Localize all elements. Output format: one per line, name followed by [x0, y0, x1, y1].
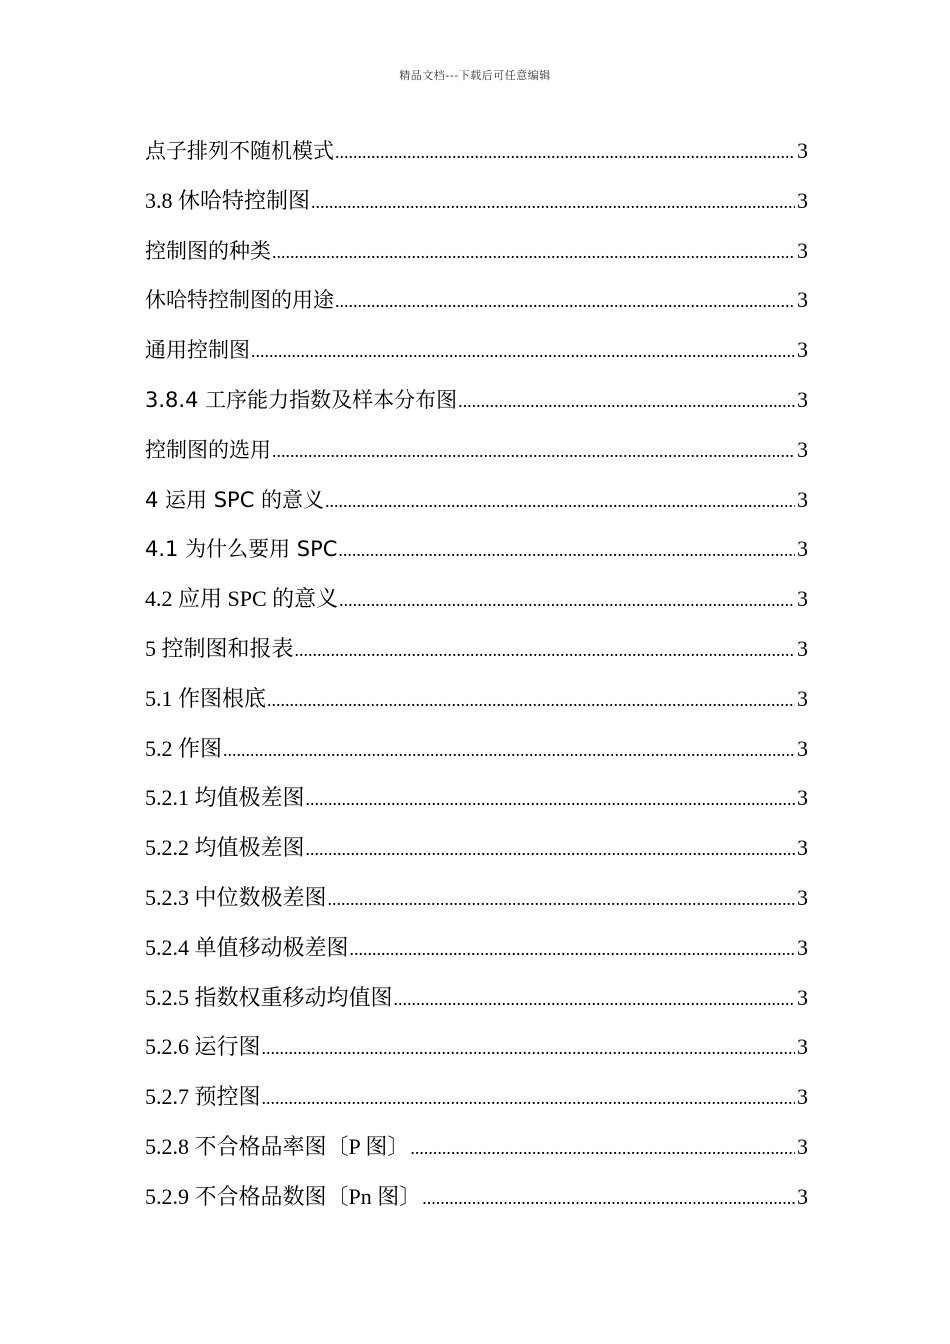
toc-dot-leader [350, 925, 795, 975]
toc-dot-leader [306, 775, 795, 825]
toc-entry-page: 3 [797, 1133, 808, 1159]
toc-entry-page: 3 [797, 187, 808, 213]
toc-dot-leader [410, 1124, 795, 1174]
toc-entry[interactable] [145, 126, 808, 176]
toc-entry-page: 3 [797, 785, 808, 811]
toc-dot-leader [223, 726, 795, 776]
toc-entry-title: 4.1 为什么要用 SPC [145, 537, 338, 562]
toc-entry-title: 通用控制图 [145, 338, 250, 363]
toc-dot-leader [338, 526, 795, 576]
toc-dot-leader [339, 576, 795, 626]
toc-dot-leader [272, 427, 795, 477]
toc-entry[interactable] [145, 773, 808, 823]
toc-entry-page: 3 [797, 1183, 808, 1209]
toc-entry-title: 5.1 作图根底 [145, 685, 267, 711]
toc-entry-page: 3 [797, 337, 808, 363]
toc-entry-page: 3 [797, 635, 808, 661]
toc-entry[interactable] [145, 923, 808, 973]
toc-entry-title: 5.2.1 均值极差图 [145, 785, 305, 811]
toc-entry[interactable] [145, 375, 808, 425]
toc-entry-title: 点子排列不随机模式 [145, 139, 334, 163]
toc-entry-title: 3.8 休哈特控制图 [145, 187, 311, 213]
toc-entry[interactable] [145, 275, 808, 325]
toc-entry-title: 3.8.4 工序能力指数及样本分布图 [145, 387, 458, 412]
toc-dot-leader [272, 228, 795, 278]
toc-entry[interactable] [145, 674, 808, 724]
toc-entry-title: 5.2.7 预控图 [145, 1084, 261, 1110]
toc-entry[interactable] [145, 425, 808, 475]
toc-entry-page: 3 [797, 536, 808, 562]
toc-entry-page: 3 [797, 386, 808, 412]
toc-entry[interactable] [145, 475, 808, 525]
toc-dot-leader [251, 327, 795, 377]
toc-entry-title: 休哈特控制图的用途 [145, 288, 334, 313]
toc-entry[interactable] [145, 226, 808, 276]
toc-dot-leader [328, 875, 795, 925]
toc-entry-title: 控制图的选用 [145, 437, 271, 462]
toc-dot-leader [267, 676, 795, 726]
toc-entry-page: 3 [797, 436, 808, 462]
toc-entry-title: 5.2.2 均值极差图 [145, 835, 305, 861]
toc-dot-leader [325, 477, 795, 527]
toc-entry[interactable] [145, 524, 808, 574]
toc-entry-page: 3 [797, 1034, 808, 1060]
toc-entry-title: 4.2 应用 SPC 的意义 [145, 586, 339, 612]
table-of-contents [145, 126, 808, 1222]
toc-dot-leader [262, 1074, 795, 1124]
toc-entry-page: 3 [797, 835, 808, 861]
toc-dot-leader [458, 377, 795, 427]
toc-entry-title: 5.2.9 不合格品数图〔Pn 图〕 [145, 1183, 422, 1209]
toc-dot-leader [335, 277, 795, 327]
toc-dot-leader [262, 1024, 795, 1074]
toc-entry-title: 4 运用 SPC 的意义 [145, 487, 325, 512]
toc-entry-page: 3 [797, 486, 808, 512]
toc-entry-title: 5.2.6 运行图 [145, 1034, 261, 1060]
toc-entry[interactable] [145, 724, 808, 774]
toc-entry-title: 5.2.5 指数权重移动均值图 [145, 984, 393, 1010]
toc-entry-title: 5 控制图和报表 [145, 635, 294, 661]
toc-entry-title: 5.2.8 不合格品率图〔P 图〕 [145, 1133, 410, 1159]
toc-entry[interactable] [145, 1022, 808, 1072]
toc-entry-page: 3 [797, 884, 808, 910]
toc-entry-page: 3 [797, 984, 808, 1010]
toc-entry[interactable] [145, 574, 808, 624]
toc-dot-leader [311, 178, 795, 228]
toc-entry[interactable] [145, 1072, 808, 1122]
toc-dot-leader [306, 825, 795, 875]
toc-entry-page: 3 [797, 287, 808, 313]
toc-entry[interactable] [145, 176, 808, 226]
toc-entry[interactable] [145, 325, 808, 375]
toc-entry-page: 3 [797, 685, 808, 711]
toc-entry-title: 5.2.3 中位数极差图 [145, 884, 327, 910]
toc-entry-title: 5.2.4 单值移动极差图 [145, 934, 349, 960]
toc-entry[interactable] [145, 624, 808, 674]
toc-entry[interactable] [145, 823, 808, 873]
toc-entry-title: 5.2 作图 [145, 735, 223, 761]
toc-dot-leader [394, 975, 795, 1025]
toc-entry-page: 3 [797, 138, 808, 163]
toc-entry-page: 3 [797, 735, 808, 761]
toc-entry[interactable] [145, 1172, 808, 1222]
toc-entry[interactable] [145, 873, 808, 923]
toc-entry[interactable] [145, 973, 808, 1023]
toc-entry-page: 3 [797, 586, 808, 612]
toc-dot-leader [295, 626, 795, 676]
toc-entry-page: 3 [797, 1084, 808, 1110]
page-header: 精品文档---下载后可任意编辑 [399, 69, 551, 82]
toc-dot-leader [335, 128, 795, 178]
toc-entry[interactable] [145, 1122, 808, 1172]
toc-dot-leader [422, 1174, 795, 1224]
toc-entry-page: 3 [797, 237, 808, 263]
toc-entry-title: 控制图的种类 [145, 238, 271, 263]
toc-entry-page: 3 [797, 934, 808, 960]
